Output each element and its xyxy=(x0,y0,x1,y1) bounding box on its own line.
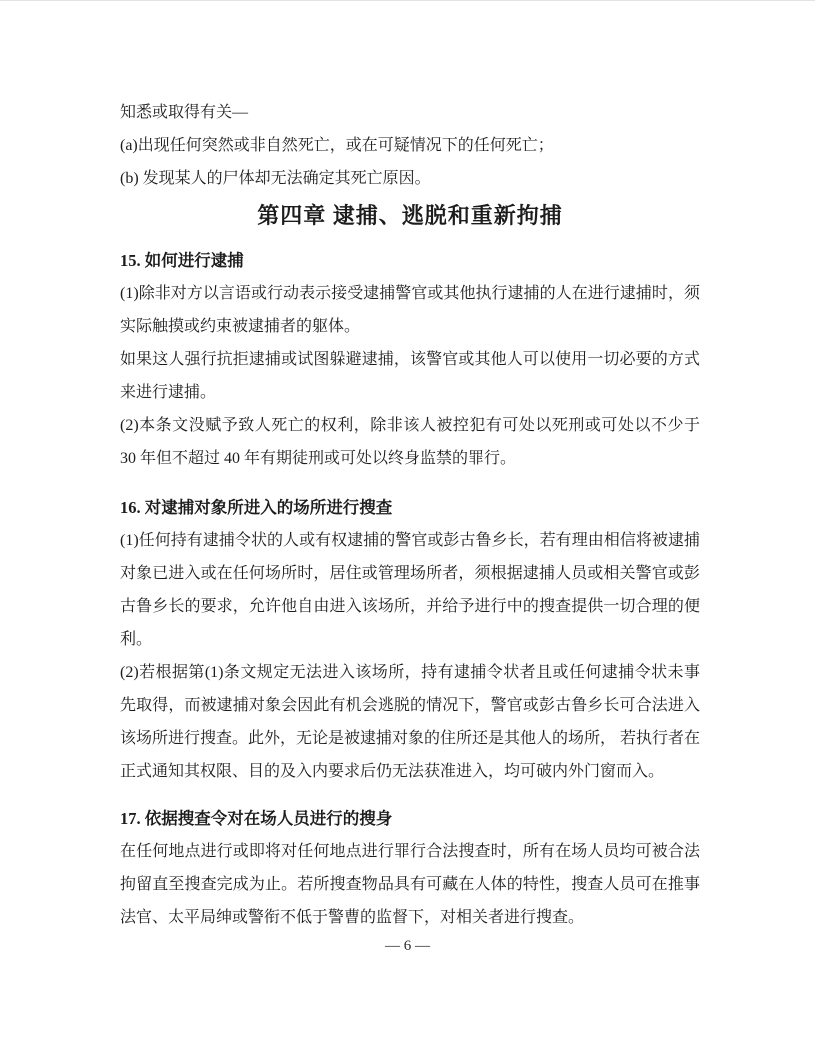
section-15-heading: 15. 如何进行逮捕 xyxy=(120,251,244,270)
intro-item-b: (b) 发现某人的尸体却无法确定其死亡原因。 xyxy=(120,170,431,187)
section-16-paragraph-2: (2)若根据第(1)条文规定无法进入该场所，持有逮捕令状者且或任何逮捕令状未事先取得，而被逮捕对象会因此有机会逃脱的情况下，警官或彭古鲁乡长可合法进入该场所进行搜查。此外，无论是被逮捕对象的住所还是其他人的场所， 若执行者在正式通知其权限、目的及入内要求后仍无法获准进入，均可破内外门窗而入。 xyxy=(120,664,701,780)
section-16-paragraph-1: (1)任何持有逮捕令状的人或有权逮捕的警官或彭古鲁乡长，若有理由相信将被逮捕对象已进入或在任何场所时，居住或管理场所者，须根据逮捕人员或相关警官或彭古鲁乡长的要求，允许他自由进入该场所，并给予进行中的搜查提供一切合理的便利。 xyxy=(120,532,700,648)
section-17-heading: 17. 依据搜查令对在场人员进行的搜身 xyxy=(120,809,393,828)
page-number: — 6 — xyxy=(385,938,430,954)
section-15-paragraph-3: (2)本条文没赋予致人死亡的权利，除非该人被控犯有可处以死刑或可处以不少于 30 年但不超过 40 年有期徒刑或可处以终身监禁的罪行。 xyxy=(120,417,700,467)
intro-item-a: (a)出现任何突然或非自然死亡，或在可疑情况下的任何死亡； xyxy=(120,137,554,154)
section-16-heading: 16. 对逮捕对象所进入的场所进行搜查 xyxy=(120,498,393,517)
chapter-heading: 第四章 逮捕、逃脱和重新拘捕 xyxy=(257,203,563,228)
section-15-paragraph-2: 如果这人强行抗拒逮捕或试图躲避逮捕，该警官或其他人可以使用一切必要的方式来进行逮捕。 xyxy=(120,351,700,401)
intro-section xyxy=(120,96,700,195)
section-17 xyxy=(120,802,700,934)
section-16 xyxy=(120,491,700,788)
section-15-paragraph-1: (1)除非对方以言语或行动表示接受逮捕警官或其他执行逮捕的人在进行逮捕时，须实际触摸或约束被逮捕者的躯体。 xyxy=(120,285,700,335)
intro-lead: 知悉或取得有关— xyxy=(120,104,249,121)
section-17-paragraph-1: 在任何地点进行或即将对任何地点进行罪行合法搜查时，所有在场人员均可被合法拘留直至搜查完成为止。若所搜查物品具有可藏在人体的特性，搜查人员可在推事法官、太平局绅或警衔不低于警曹的监督下，对相关者进行搜查。 xyxy=(120,843,700,926)
section-15 xyxy=(120,244,700,475)
